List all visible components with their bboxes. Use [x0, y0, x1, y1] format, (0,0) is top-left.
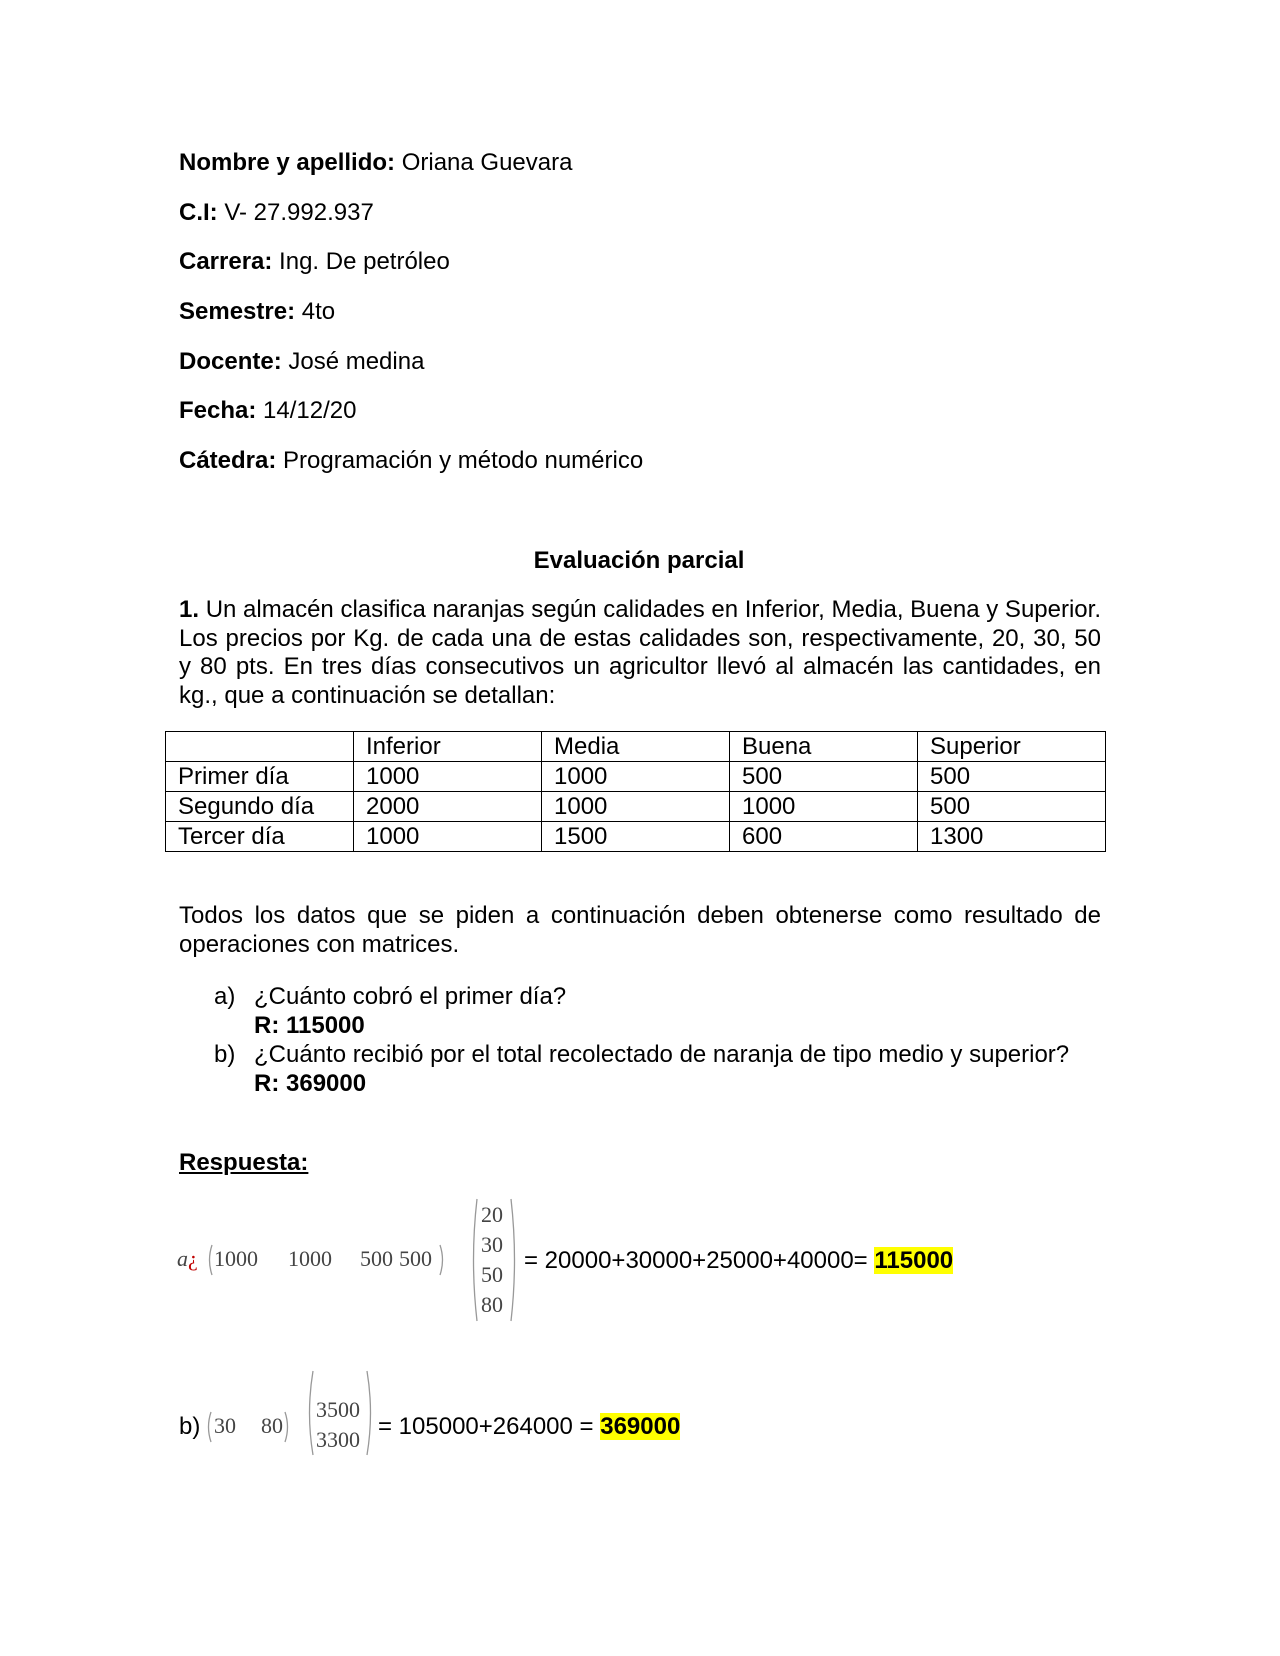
- row-vector-a-el: 1000: [214, 1246, 258, 1271]
- column-vector-b-el: 3300: [316, 1427, 360, 1452]
- table-header-cell: Superior: [918, 732, 1106, 762]
- question-text: ¿Cuánto cobró el primer día?: [254, 983, 567, 1010]
- question-b: [214, 1040, 1101, 1098]
- table-cell: 1500: [542, 822, 730, 852]
- table-row: [166, 822, 1106, 852]
- table-cell: Tercer día: [166, 822, 354, 852]
- field-ci: C.I: V- 27.992.937: [179, 199, 374, 226]
- row-vector-a-el: 500: [360, 1246, 393, 1271]
- row-vector-a-el: 1000: [288, 1246, 332, 1271]
- solution-a-result: 115000: [874, 1247, 954, 1274]
- row-vector-b-el: 80: [261, 1413, 283, 1438]
- table-row: [166, 762, 1106, 792]
- question-answer: R: 369000: [254, 1070, 367, 1097]
- table-cell: 2000: [354, 792, 542, 822]
- question-label: a): [214, 983, 236, 1010]
- table-header-cell: [166, 732, 354, 762]
- field-fecha: Fecha: 14/12/20: [179, 397, 357, 424]
- question-text: ¿Cuánto recibió por el total recolectado de naranja de tipo medio y superior?: [254, 1041, 1070, 1068]
- table-cell: 1000: [542, 762, 730, 792]
- page-title: Evaluación parcial: [533, 547, 745, 574]
- solution-a-prefix: a¿: [177, 1246, 198, 1271]
- table-header-cell: Inferior: [354, 732, 542, 762]
- table-header-row: [166, 732, 1106, 762]
- question-answer: R: 115000: [254, 1012, 365, 1039]
- respuesta-heading: Respuesta:: [179, 1149, 309, 1176]
- question-label: b): [214, 1041, 236, 1068]
- row-vector-a-el: 500: [399, 1246, 432, 1271]
- table-cell: 1300: [918, 822, 1106, 852]
- field-semestre: Semestre: 4to: [179, 298, 336, 325]
- problem-text: Un almacén clasifica naranjas según calidades en Inferior, Media, Buena y Superior. Los precios por Kg. de cada una de estas calidades son, respectivamente, 20, 30, 50 y 80 pts. En tres días consecutivos un agricultor llevó al almacén las cantidades, en kg., que a continuación se detallan:: [179, 596, 1101, 709]
- table-cell: 1000: [542, 792, 730, 822]
- solution-b-prefix: b): [179, 1413, 201, 1440]
- table-cell: 600: [730, 822, 918, 852]
- table-cell: 500: [730, 762, 918, 792]
- problem-number: 1.: [179, 596, 200, 623]
- solution-b-result: 369000: [600, 1413, 681, 1440]
- field-carrera: Carrera: Ing. De petróleo: [179, 248, 450, 275]
- column-vector-b-el: 3500: [316, 1397, 360, 1422]
- question-a: [214, 982, 1101, 1040]
- table-row: [166, 792, 1106, 822]
- column-vector-a-el: 20: [481, 1202, 503, 1227]
- column-vector-a-el: 50: [481, 1262, 503, 1287]
- instructions: Todos los datos que se piden a continuación deben obtenerse como resultado de operaciones con matrices.: [179, 902, 1101, 958]
- question-list: [214, 982, 1101, 1098]
- solution-a-expression: = 20000+30000+25000+40000= 115000: [524, 1247, 954, 1274]
- field-docente: Docente: José medina: [179, 348, 425, 375]
- field-nombre: Nombre y apellido: Oriana Guevara: [179, 149, 573, 176]
- table-cell: Segundo día: [166, 792, 354, 822]
- table-cell: 500: [918, 762, 1106, 792]
- column-vector-a-el: 80: [481, 1292, 503, 1317]
- problem-statement: [179, 596, 1101, 710]
- table-header-cell: Media: [542, 732, 730, 762]
- table-cell: 1000: [354, 762, 542, 792]
- table-cell: 1000: [354, 822, 542, 852]
- solution-b-expression: = 105000+264000 = 369000: [378, 1413, 681, 1440]
- table-cell: 1000: [730, 792, 918, 822]
- row-vector-b-el: 30: [214, 1413, 236, 1438]
- table-header-cell: Buena: [730, 732, 918, 762]
- table-cell: Primer día: [166, 762, 354, 792]
- quantities-table: [165, 731, 1106, 852]
- column-vector-a-el: 30: [481, 1232, 503, 1257]
- field-catedra: Cátedra: Programación y método numérico: [179, 447, 644, 474]
- table-cell: 500: [918, 792, 1106, 822]
